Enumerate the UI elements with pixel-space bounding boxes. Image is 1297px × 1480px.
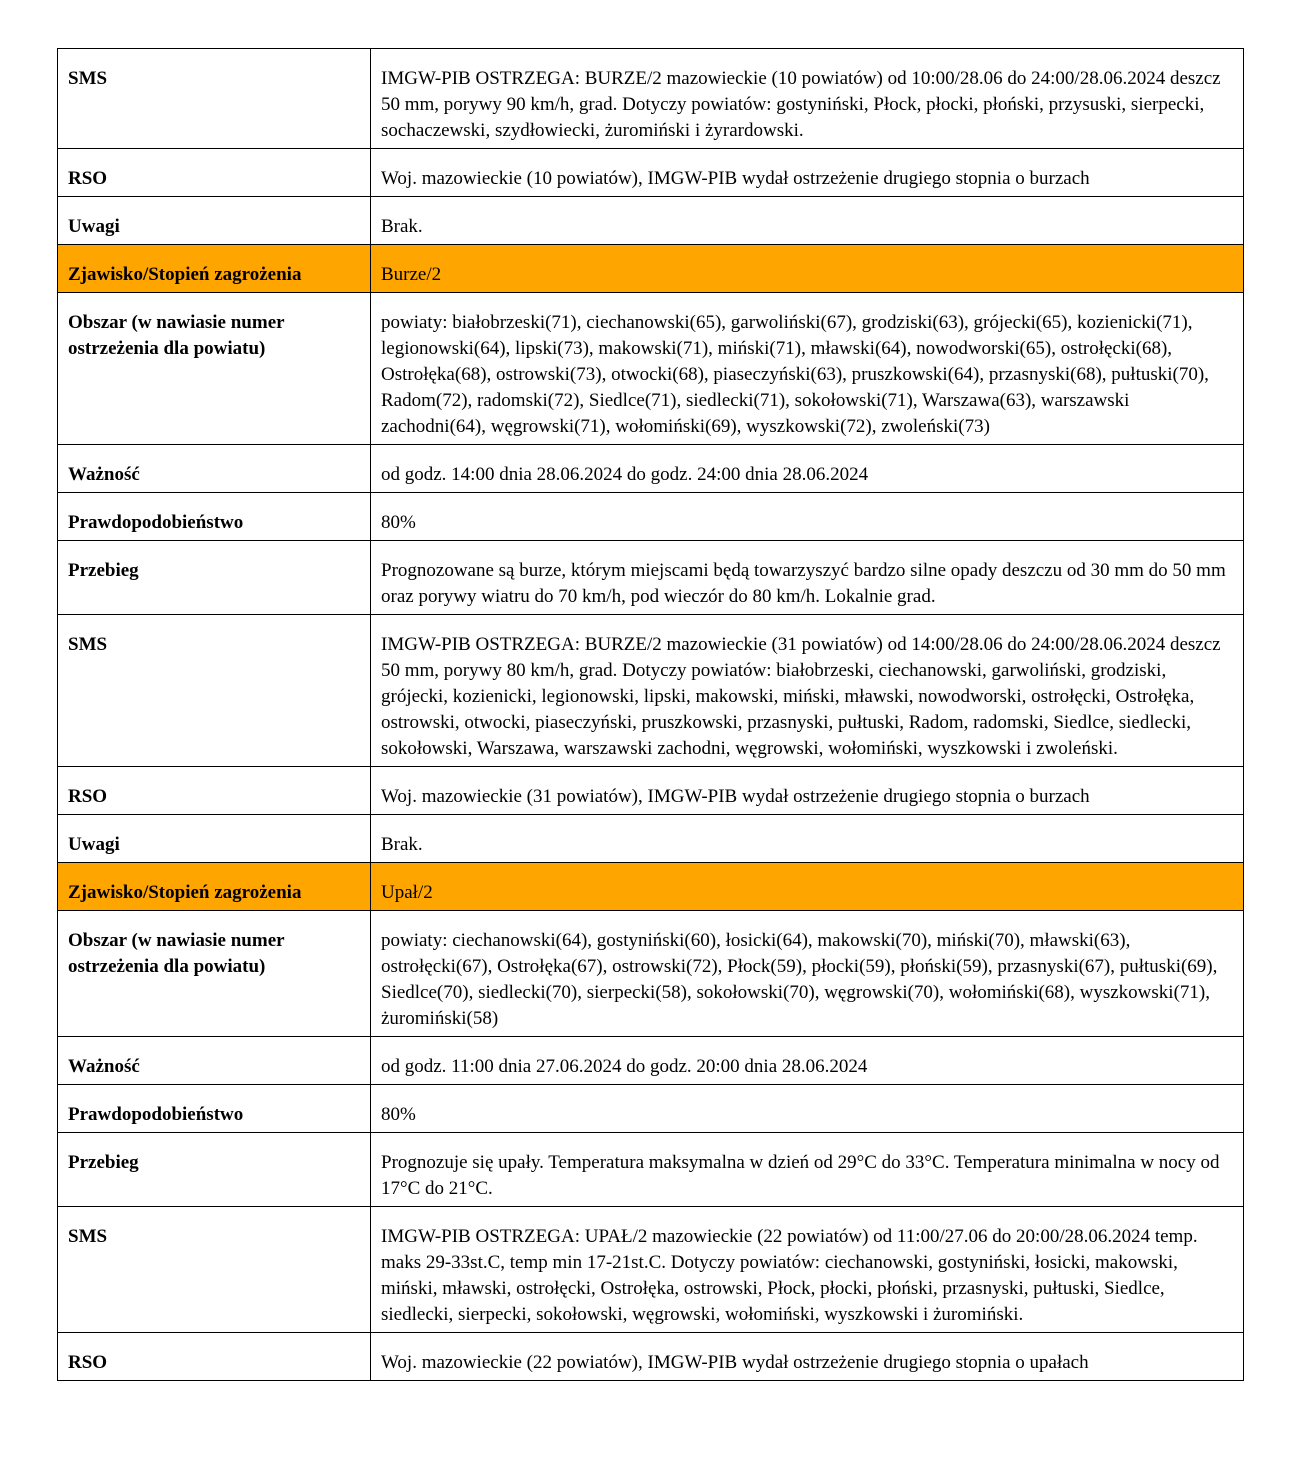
row-label: RSO bbox=[58, 767, 371, 815]
table-row bbox=[58, 1333, 1244, 1381]
phenomenon-header-row bbox=[58, 863, 1244, 911]
table-row bbox=[58, 1207, 1244, 1333]
row-value: od godz. 11:00 dnia 27.06.2024 do godz. 20:00 dnia 28.06.2024 bbox=[371, 1037, 1244, 1085]
row-value: Upał/2 bbox=[371, 863, 1244, 911]
warning-table bbox=[57, 48, 1244, 1381]
row-label: SMS bbox=[58, 615, 371, 767]
row-label: Ważność bbox=[58, 1037, 371, 1085]
row-value: Burze/2 bbox=[371, 245, 1244, 293]
row-label: Przebieg bbox=[58, 1133, 371, 1207]
row-label: Przebieg bbox=[58, 541, 371, 615]
table-row bbox=[58, 615, 1244, 767]
phenomenon-header-row bbox=[58, 245, 1244, 293]
row-label: Zjawisko/Stopień zagrożenia bbox=[58, 245, 371, 293]
row-label: SMS bbox=[58, 49, 371, 149]
row-label: Uwagi bbox=[58, 197, 371, 245]
row-value: 80% bbox=[371, 1085, 1244, 1133]
row-value: Woj. mazowieckie (10 powiatów), IMGW-PIB wydał ostrzeżenie drugiego stopnia o burzach bbox=[371, 149, 1244, 197]
table-row bbox=[58, 149, 1244, 197]
row-value: powiaty: białobrzeski(71), ciechanowski(65), garwoliński(67), grodziski(63), grójecki(65), kozienicki(71), legionowski(64), lipski(73), makowski(71), miński(71), mławski(64), nowodworski(65), ostrołęcki(68), Ostrołęka(68), ostrowski(73), otwocki(68), piaseczyński(63), pruszkowski(64), przasnyski(68), pułtuski(70), Radom(72), radomski(72), Siedlce(71), siedlecki(71), sokołowski(71), Warszawa(63), warszawski zachodni(64), węgrowski(71), wołomiński(69), wyszkowski(72), zwoleński(73) bbox=[371, 293, 1244, 445]
table-row bbox=[58, 49, 1244, 149]
row-value: Woj. mazowieckie (31 powiatów), IMGW-PIB wydał ostrzeżenie drugiego stopnia o burzach bbox=[371, 767, 1244, 815]
row-value: Prognozuje się upały. Temperatura maksymalna w dzień od 29°C do 33°C. Temperatura minimalna w nocy od 17°C do 21°C. bbox=[371, 1133, 1244, 1207]
row-value: od godz. 14:00 dnia 28.06.2024 do godz. 24:00 dnia 28.06.2024 bbox=[371, 445, 1244, 493]
table-row bbox=[58, 197, 1244, 245]
row-label: Zjawisko/Stopień zagrożenia bbox=[58, 863, 371, 911]
row-label: Prawdopodobieństwo bbox=[58, 493, 371, 541]
row-label: Prawdopodobieństwo bbox=[58, 1085, 371, 1133]
table-row bbox=[58, 293, 1244, 445]
row-value: Woj. mazowieckie (22 powiatów), IMGW-PIB wydał ostrzeżenie drugiego stopnia o upałach bbox=[371, 1333, 1244, 1381]
row-label: Ważność bbox=[58, 445, 371, 493]
row-label: RSO bbox=[58, 149, 371, 197]
row-value: powiaty: ciechanowski(64), gostyniński(60), łosicki(64), makowski(70), miński(70), mławski(63), ostrołęcki(67), Ostrołęka(67), ostrowski(72), Płock(59), płocki(59), płoński(59), przasnyski(67), pułtuski(69), Siedlce(70), siedlecki(70), sierpecki(58), sokołowski(70), węgrowski(70), wołomiński(68), wyszkowski(71), żuromiński(58) bbox=[371, 911, 1244, 1037]
warning-table-body bbox=[58, 49, 1244, 1381]
table-row bbox=[58, 1085, 1244, 1133]
row-label: RSO bbox=[58, 1333, 371, 1381]
row-value: 80% bbox=[371, 493, 1244, 541]
row-value: Prognozowane są burze, którym miejscami będą towarzyszyć bardzo silne opady deszczu od 30 mm do 50 mm oraz porywy wiatru do 70 km/h, pod wieczór do 80 km/h. Lokalnie grad. bbox=[371, 541, 1244, 615]
table-row bbox=[58, 1037, 1244, 1085]
row-value: IMGW-PIB OSTRZEGA: BURZE/2 mazowieckie (31 powiatów) od 14:00/28.06 do 24:00/28.06.2024 deszcz 50 mm, porywy 80 km/h, grad. Dotyczy powiatów: białobrzeski, ciechanowski, garwoliński, grodziski, grójecki, kozienicki, legionowski, lipski, makowski, miński, mławski, nowodworski, ostrołęcki, Ostrołęka, ostrowski, otwocki, piaseczyński, pruszkowski, przasnyski, pułtuski, Radom, radomski, Siedlce, siedlecki, sokołowski, Warszawa, warszawski zachodni, węgrowski, wołomiński, wyszkowski i zwoleński. bbox=[371, 615, 1244, 767]
row-value: Brak. bbox=[371, 815, 1244, 863]
table-row bbox=[58, 493, 1244, 541]
table-row bbox=[58, 767, 1244, 815]
row-label: SMS bbox=[58, 1207, 371, 1333]
table-row bbox=[58, 815, 1244, 863]
row-label: Obszar (w nawiasie numer ostrzeżenia dla powiatu) bbox=[58, 911, 371, 1037]
row-value: Brak. bbox=[371, 197, 1244, 245]
row-value: IMGW-PIB OSTRZEGA: UPAŁ/2 mazowieckie (22 powiatów) od 11:00/27.06 do 20:00/28.06.2024 temp. maks 29-33st.C, temp min 17-21st.C. Dotyczy powiatów: ciechanowski, gostyniński, łosicki, makowski, miński, mławski, ostrołęcki, Ostrołęka, ostrowski, Płock, płocki, płoński, przasnyski, pułtuski, Siedlce, siedlecki, sierpecki, sokołowski, węgrowski, wołomiński, wyszkowski i żuromiński. bbox=[371, 1207, 1244, 1333]
row-label: Uwagi bbox=[58, 815, 371, 863]
table-row bbox=[58, 445, 1244, 493]
row-value: IMGW-PIB OSTRZEGA: BURZE/2 mazowieckie (10 powiatów) od 10:00/28.06 do 24:00/28.06.2024 deszcz 50 mm, porywy 90 km/h, grad. Dotyczy powiatów: gostyniński, Płock, płocki, płoński, przysuski, sierpecki, sochaczewski, szydłowiecki, żuromiński i żyrardowski. bbox=[371, 49, 1244, 149]
table-row bbox=[58, 541, 1244, 615]
table-row bbox=[58, 1133, 1244, 1207]
table-row bbox=[58, 911, 1244, 1037]
row-label: Obszar (w nawiasie numer ostrzeżenia dla powiatu) bbox=[58, 293, 371, 445]
